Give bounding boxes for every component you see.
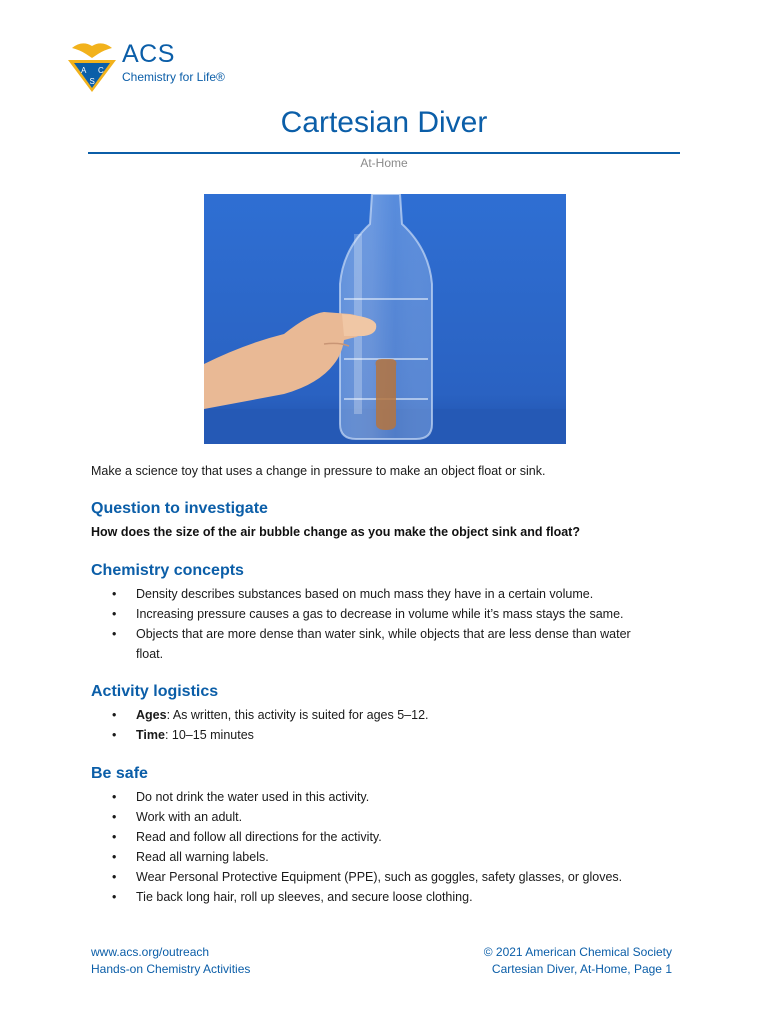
list-item: • Work with an adult. — [112, 807, 672, 827]
safety-heading: Be safe — [91, 765, 148, 782]
footer-series: Hands-on Chemistry Activities — [91, 962, 251, 976]
list-item: • Do not drink the water used in this activity. — [112, 787, 672, 807]
page-title: Cartesian Diver — [280, 106, 488, 139]
footer-right — [484, 944, 672, 978]
page-subtitle: At-Home — [360, 156, 408, 170]
bottle-illustration — [204, 194, 566, 444]
footer-left — [91, 944, 250, 978]
bottle-photo — [204, 194, 566, 444]
list-item: • Wear Personal Protective Equipment (PPE), such as goggles, safety glasses, or gloves. — [112, 867, 672, 887]
ages-label: Ages — [136, 708, 167, 722]
list-item — [112, 725, 672, 745]
title-divider — [88, 152, 680, 154]
concepts-heading: Chemistry concepts — [91, 562, 244, 579]
list-item: • Tie back long hair, roll up sleeves, and secure loose clothing. — [112, 887, 672, 907]
acs-seal-icon — [64, 38, 120, 94]
logo-brand: ACS — [122, 40, 175, 68]
seal-letter-a: A — [81, 66, 87, 75]
list-item: • Density describes substances based on much mass they have in a certain volume. — [112, 584, 672, 604]
logistics-list — [112, 705, 672, 745]
safety-list — [112, 787, 672, 907]
concepts-list — [112, 584, 672, 664]
list-item: • Increasing pressure causes a gas to decrease in volume while it’s mass stays the same. — [112, 604, 672, 624]
time-value: : 10–15 minutes — [164, 728, 254, 742]
list-item — [112, 705, 672, 725]
list-item: • Objects that are more dense than water sink, while objects that are less dense than water float. — [112, 624, 642, 664]
time-label: Time — [136, 728, 165, 742]
logistics-heading: Activity logistics — [91, 683, 219, 700]
question-heading: Question to investigate — [91, 500, 268, 517]
acs-logo — [64, 38, 264, 94]
logo-tagline: Chemistry for Life® — [122, 70, 225, 84]
list-item: • Read and follow all directions for the activity. — [112, 827, 672, 847]
list-item: • Read all warning labels. — [112, 847, 672, 867]
intro-text: Make a science toy that uses a change in pressure to make an object float or sink. — [91, 464, 546, 478]
seal-letter-c: C — [98, 66, 104, 75]
seal-letter-s: S — [89, 77, 95, 86]
question-text: How does the size of the air bubble change as you make the object sink and float? — [91, 525, 580, 539]
ages-value: : As written, this activity is suited for ages 5–12. — [166, 708, 429, 722]
outreach-link[interactable]: www.acs.org/outreach — [91, 945, 210, 959]
footer-copyright: © 2021 American Chemical Society — [483, 945, 672, 959]
footer-page-info: Cartesian Diver, At-Home, Page 1 — [491, 962, 672, 976]
